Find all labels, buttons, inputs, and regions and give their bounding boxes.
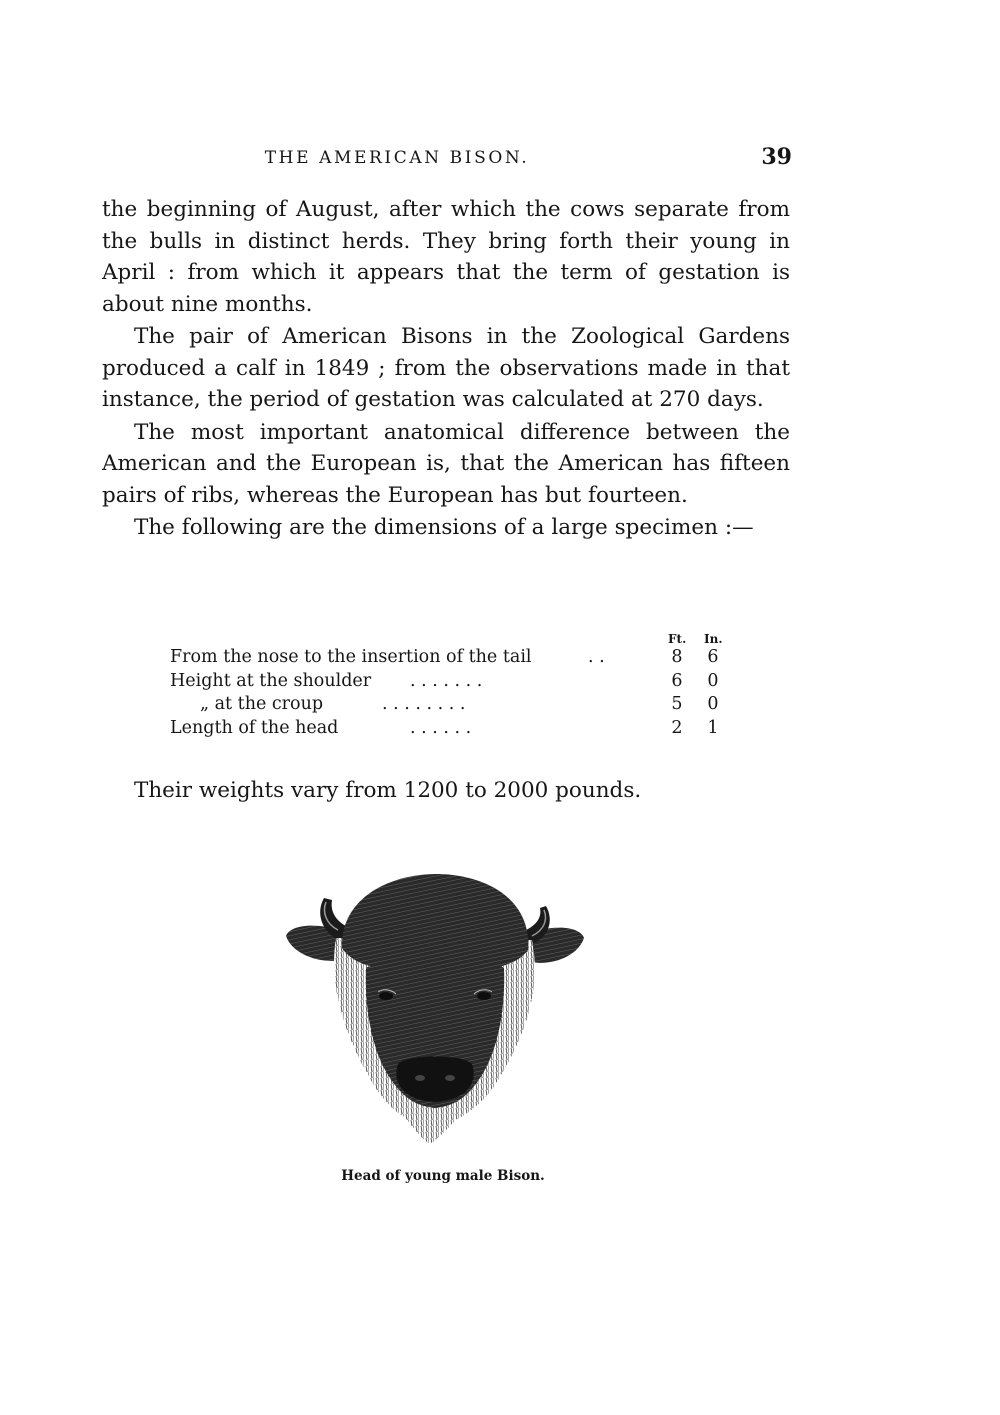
- dimension-row: [170, 717, 730, 741]
- dimension-inches: 1: [707, 717, 719, 738]
- dimension-row: [170, 646, 730, 670]
- dimension-feet: 2: [671, 717, 683, 738]
- dimension-label: Length of the head: [170, 717, 339, 738]
- dimension-inches: 0: [707, 694, 719, 714]
- dimension-inches: 0: [707, 670, 719, 691]
- feet-header: Ft.: [668, 632, 687, 646]
- paragraph-1: the beginning of August, after which the cows separate from the bulls in distinct herds. They bring forth their young in April : from which it appears that the term of gestation is about nine months.: [102, 197, 790, 317]
- dimension-label: Height at the shoulder: [170, 670, 372, 691]
- dimensions-header: [170, 628, 730, 646]
- paragraph-4: The following are the dimensions of a large specimen :—: [134, 515, 754, 540]
- weights-line: Their weights vary from 1200 to 2000 pounds.: [134, 778, 642, 803]
- dimension-feet: 6: [671, 670, 683, 691]
- dimension-row: [170, 693, 730, 717]
- dimensions-table: [170, 628, 730, 740]
- running-head: [102, 146, 792, 176]
- dimension-inches: 6: [707, 647, 719, 667]
- body-text: [102, 194, 790, 544]
- dimension-feet: 8: [671, 647, 683, 667]
- dimension-row: [170, 670, 730, 694]
- leader-dots: . .: [588, 647, 605, 667]
- leader-dots: . . . . . . . .: [382, 694, 466, 714]
- dimension-label: From the nose to the insertion of the tail: [170, 647, 532, 667]
- paragraph-3: The most important anatomical difference between the American and the European is, that the American has fifteen pairs of ribs, whereas the European has but fourteen.: [102, 419, 790, 508]
- bison-head-icon: [280, 868, 590, 1148]
- inches-header: In.: [704, 632, 723, 646]
- leader-dots: . . . . . . .: [410, 670, 483, 691]
- dimension-feet: 5: [671, 694, 683, 714]
- dimension-label: „ at the croup: [200, 694, 324, 714]
- leader-dots: . . . . . .: [410, 717, 472, 738]
- bison-head-figure: [280, 868, 590, 1148]
- paragraph-2: The pair of American Bisons in the Zoological Gardens produced a calf in 1849 ; from the observations made in that instance, the period of gestation was calculated at 270 days.: [102, 324, 790, 412]
- figure-caption: Head of young male Bison.: [341, 1168, 545, 1184]
- running-title: THE AMERICAN BISON.: [264, 148, 530, 168]
- page-number: 39: [761, 144, 792, 170]
